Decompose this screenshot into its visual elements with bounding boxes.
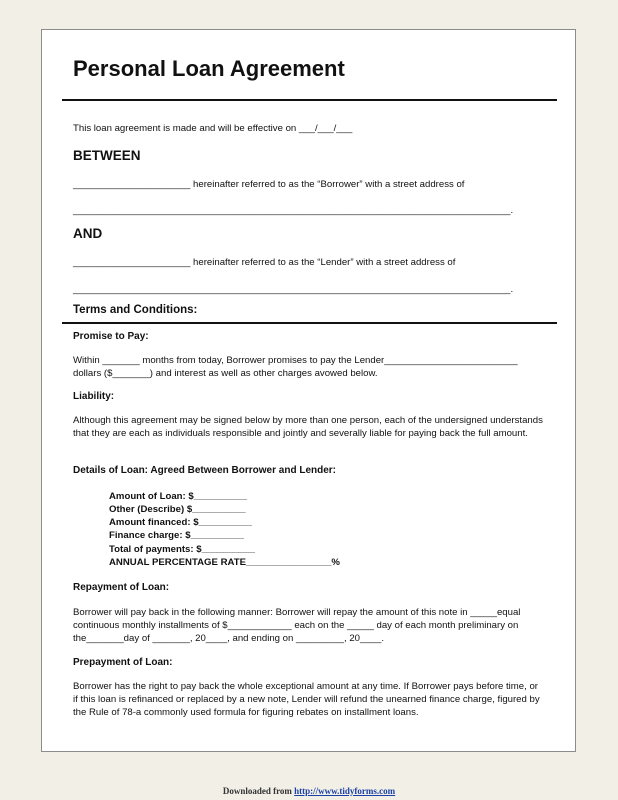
footer-prefix: Downloaded from bbox=[222, 786, 292, 796]
promise-text-line-2: dollars ($_______) and interest as well as other charges avowed below. bbox=[73, 368, 378, 379]
repayment-text-line-1: Borrower will pay back in the following manner: Borrower will repay the amount of this note in _____equal bbox=[73, 607, 521, 618]
lender-address-line: __________________________________________________________________________________. bbox=[73, 284, 514, 295]
detail-total-of-payments: Total of payments: $__________ bbox=[109, 544, 255, 555]
repayment-heading: Repayment of Loan: bbox=[73, 582, 170, 593]
promise-text-line-1: Within _______ months from today, Borrower promises to pay the Lender_________________________ bbox=[73, 355, 518, 366]
document-page bbox=[41, 29, 576, 752]
prepayment-text: Borrower has the right to pay back the whole exceptional amount at any time. If Borrower pays before time, or if this loan is refinanced or replaced by a new note, Lender will refund the unearned finance charge, figured by the Rule of 78-a commonly used formula for figuring rebates on installment loans. bbox=[73, 681, 540, 718]
and-heading: AND bbox=[73, 226, 103, 241]
liability-heading: Liability: bbox=[73, 391, 115, 402]
title-divider bbox=[62, 99, 557, 101]
liability-text: Although this agreement may be signed below by more than one person, each of the undersigned understands that they are each as individuals responsible and jointly and severally liable for paying back the full amount. bbox=[73, 415, 543, 439]
lender-line: ______________________ hereinafter referred to as the “Lender” with a street address of bbox=[73, 257, 456, 268]
detail-amount-financed: Amount financed: $__________ bbox=[109, 517, 252, 528]
promise-heading: Promise to Pay: bbox=[73, 331, 149, 342]
download-footer bbox=[0, 786, 618, 796]
detail-finance-charge: Finance charge: $__________ bbox=[109, 530, 244, 541]
terms-heading: Terms and Conditions: bbox=[73, 304, 198, 316]
repayment-text-line-3: the_______day of _______, 20____, and ending on _________, 20____. bbox=[73, 633, 385, 644]
between-heading: BETWEEN bbox=[73, 148, 141, 163]
repayment-text-line-2: continuous monthly installments of $____________ each on the _____ day of each month preliminary on bbox=[73, 620, 519, 631]
terms-divider bbox=[62, 322, 557, 324]
detail-other: Other (Describe) $__________ bbox=[109, 504, 246, 515]
details-heading: Details of Loan: Agreed Between Borrower and Lender: bbox=[73, 465, 337, 476]
borrower-line: ______________________ hereinafter referred to as the “Borrower” with a street address of bbox=[73, 179, 465, 190]
detail-amount-of-loan: Amount of Loan: $__________ bbox=[109, 491, 248, 502]
detail-apr: ANNUAL PERCENTAGE RATE________________% bbox=[109, 557, 340, 568]
prepayment-heading: Prepayment of Loan: bbox=[73, 657, 173, 668]
borrower-address-line: __________________________________________________________________________________. bbox=[73, 205, 514, 216]
page-title: Personal Loan Agreement bbox=[73, 56, 345, 81]
effective-date-line: This loan agreement is made and will be effective on ___/___/___ bbox=[73, 123, 353, 134]
footer-link[interactable]: http://www.tidyforms.com bbox=[294, 786, 396, 796]
